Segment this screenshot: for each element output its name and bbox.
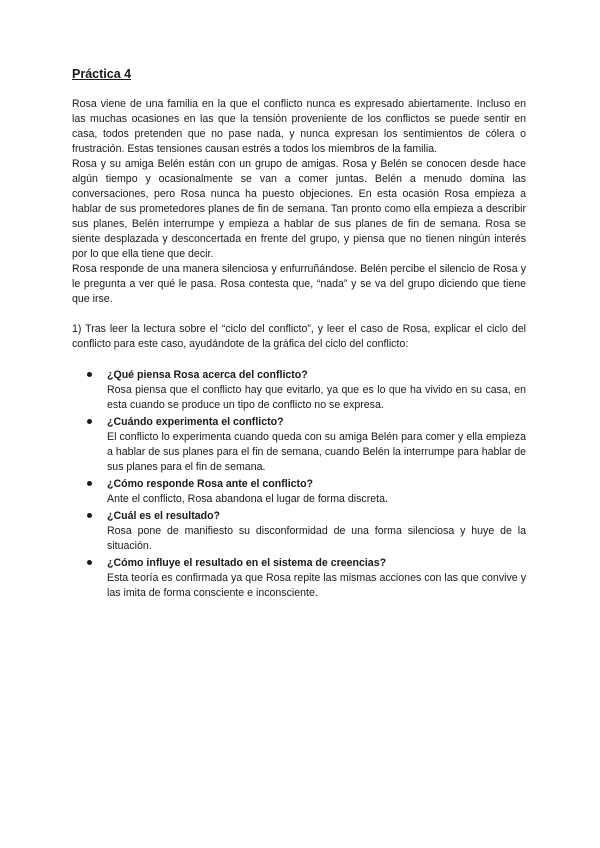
item-heading: ¿Cuál es el resultado? — [107, 510, 221, 522]
paragraph-rosa-response: Rosa responde de una manera silenciosa y enfurruñándose. Belén percibe el silencio de Rosa y le pregunta a ver qué le pasa. Rosa contesta que, “nada” y se va del grupo diciendo que tiene que irse. — [72, 263, 526, 305]
item-heading: ¿Cómo influye el resultado en el sistema de creencias? — [107, 557, 387, 569]
page-title: Práctica 4 — [72, 67, 132, 81]
question-prompt: 1) Tras leer la lectura sobre el “ciclo del conflicto”, y leer el caso de Rosa, explicar el ciclo del conflicto para este caso, ayudándote de la gráfica del ciclo del conflicto: — [72, 323, 526, 350]
answer-list — [72, 368, 526, 601]
item-heading: ¿Cómo responde Rosa ante el conflicto? — [107, 478, 314, 490]
item-heading: ¿Qué piensa Rosa acerca del conflicto? — [107, 369, 308, 381]
item-answer: Rosa piensa que el conflicto hay que evitarlo, ya que es lo que ha vivido en su casa, en esta cuando se produce un tipo de conflicto no se expresa. — [107, 384, 526, 411]
list-item — [72, 509, 526, 554]
bullet-icon — [87, 419, 92, 424]
item-heading: ¿Cuándo experimenta el conflicto? — [107, 416, 284, 428]
item-answer: Esta teoría es confirmada ya que Rosa repite las mismas acciones con las que convive y las imita de forma consciente e inconsciente. — [107, 572, 526, 599]
bullet-icon — [87, 560, 92, 565]
paragraph-friends-situation: Rosa y su amiga Belén están con un grupo de amigas. Rosa y Belén se conocen desde hace algún tiempo y ocasionalmente se van a comer juntas. Belén a menudo domina las conversaciones, pero Rosa nunca ha puesto objeciones. En esta ocasión Rosa empieza a hablar de sus prometedores planes de fin de semana. Tan pronto como ella empieza a describir sus planes, Belén interrumpe y empieza a hablar de sus planes de fin de semana. Rosa se siente desplazada y desconcertada en frente del grupo, y piensa que no tienen ningún interés por lo que ella tiene que decir. — [72, 158, 526, 260]
list-item — [72, 556, 526, 601]
item-answer: Rosa pone de manifiesto su disconformidad de una forma silenciosa y huye de la situación. — [107, 525, 526, 552]
bullet-icon — [87, 513, 92, 518]
document-page — [72, 66, 526, 603]
list-item — [72, 415, 526, 475]
bullet-icon — [87, 372, 92, 377]
list-item — [72, 368, 526, 413]
item-answer: Ante el conflicto, Rosa abandona el lugar de forma discreta. — [107, 493, 388, 505]
paragraph-family-context: Rosa viene de una familia en la que el conflicto nunca es expresado abiertamente. Incluso en las muchas ocasiones en las que la tensión proveniente de los conflictos se puede sentir en casa, todos pretenden que no pase nada, y nunca expresan los sentimientos de cólera o frustración. Estas tensiones causan estrés a todos los miembros de la familia. — [72, 98, 526, 155]
bullet-icon — [87, 481, 92, 486]
item-answer: El conflicto lo experimenta cuando queda con su amiga Belén para comer y ella empieza a hablar de sus planes para el fin de semana, cuando Belén la interrumpe para hablar de sus planes para el fin de semana. — [107, 431, 526, 473]
list-item — [72, 477, 526, 507]
